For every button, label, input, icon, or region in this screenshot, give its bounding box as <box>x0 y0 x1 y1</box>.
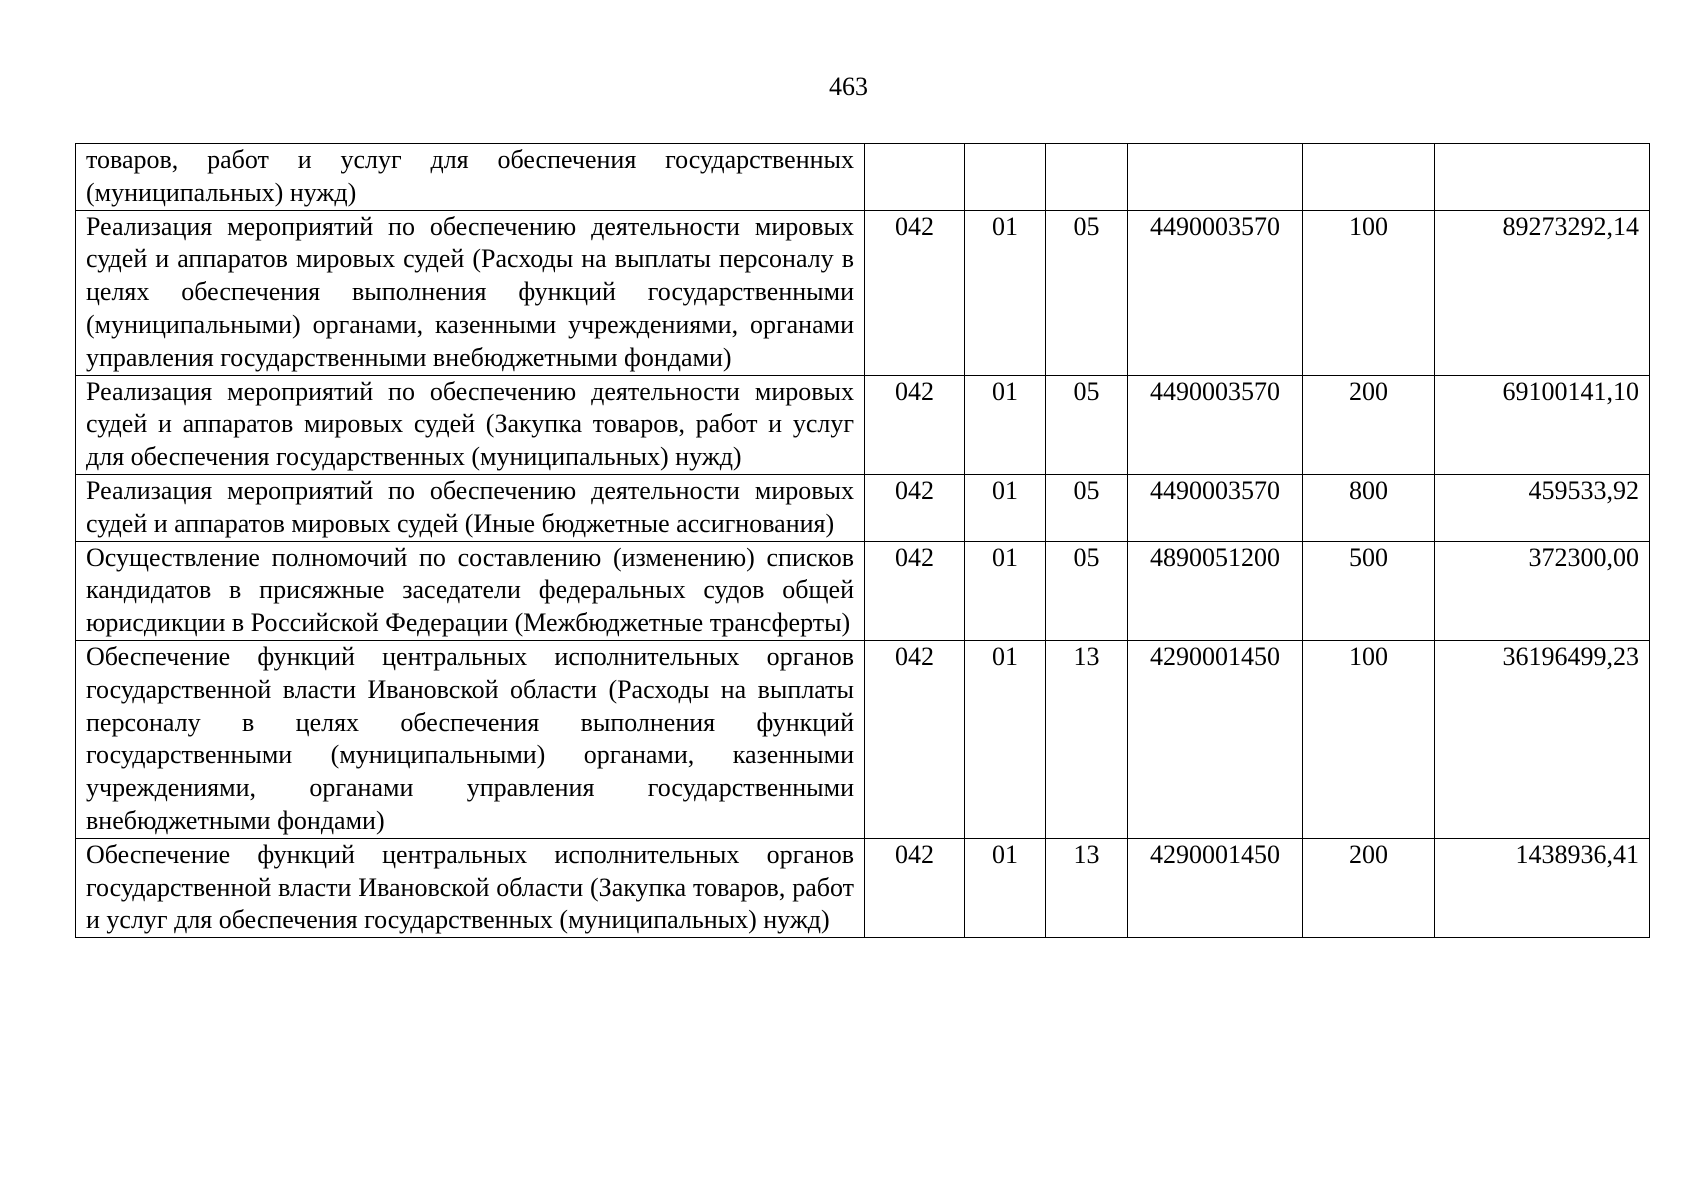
row-subsection-code: 05 <box>1046 375 1128 474</box>
row-description: товаров, работ и услуг для обеспечения государственных (муниципальных) нужд) <box>76 144 865 211</box>
row-amount: 372300,00 <box>1435 541 1650 640</box>
budget-table <box>75 143 1650 938</box>
row-target-code: 4290001450 <box>1128 640 1303 838</box>
table-row <box>76 838 1650 937</box>
table-row <box>76 541 1650 640</box>
row-expense-code: 200 <box>1303 838 1435 937</box>
row-description: Реализация мероприятий по обеспечению деятельности мировых судей и аппаратов мировых судей (Иные бюджетные ассигнования) <box>76 474 865 541</box>
row-section-code: 01 <box>965 375 1046 474</box>
table-row <box>76 640 1650 838</box>
row-amount: 69100141,10 <box>1435 375 1650 474</box>
row-description: Осуществление полномочий по составлению (изменению) списков кандидатов в присяжные заседатели федеральных судов общей юрисдикции в Российской Федерации (Межбюджетные трансферты) <box>76 541 865 640</box>
row-amount <box>1435 144 1650 211</box>
row-target-code <box>1128 144 1303 211</box>
row-admin-code: 042 <box>865 474 965 541</box>
row-section-code: 01 <box>965 210 1046 375</box>
row-admin-code: 042 <box>865 640 965 838</box>
row-section-code: 01 <box>965 640 1046 838</box>
row-subsection-code: 05 <box>1046 541 1128 640</box>
row-expense-code: 500 <box>1303 541 1435 640</box>
row-expense-code: 100 <box>1303 210 1435 375</box>
row-subsection-code: 13 <box>1046 838 1128 937</box>
row-target-code: 4890051200 <box>1128 541 1303 640</box>
row-admin-code: 042 <box>865 541 965 640</box>
table-row <box>76 375 1650 474</box>
row-subsection-code <box>1046 144 1128 211</box>
row-expense-code <box>1303 144 1435 211</box>
page-number: 463 <box>829 72 868 101</box>
row-amount: 89273292,14 <box>1435 210 1650 375</box>
row-description: Реализация мероприятий по обеспечению деятельности мировых судей и аппаратов мировых судей (Закупка товаров, работ и услуг для обеспечения государственных (муниципальных) нужд) <box>76 375 865 474</box>
row-section-code: 01 <box>965 474 1046 541</box>
row-expense-code: 200 <box>1303 375 1435 474</box>
row-target-code: 4290001450 <box>1128 838 1303 937</box>
row-target-code: 4490003570 <box>1128 375 1303 474</box>
row-subsection-code: 05 <box>1046 210 1128 375</box>
row-description: Обеспечение функций центральных исполнительных органов государственной власти Ивановской области (Закупка товаров, работ и услуг для обеспечения государственных (муниципальных) нужд) <box>76 838 865 937</box>
row-description: Реализация мероприятий по обеспечению деятельности мировых судей и аппаратов мировых судей (Расходы на выплаты персоналу в целях обеспечения выполнения функций государственными (муниципальными) органами, казенными учреждениями, органами управления государственными внебюджетными фондами) <box>76 210 865 375</box>
row-subsection-code: 05 <box>1046 474 1128 541</box>
row-admin-code: 042 <box>865 838 965 937</box>
row-expense-code: 100 <box>1303 640 1435 838</box>
row-admin-code <box>865 144 965 211</box>
row-description: Обеспечение функций центральных исполнительных органов государственной власти Ивановской области (Расходы на выплаты персоналу в целях обеспечения выполнения функций государственными (муниципальными) органами, казенными учреждениями, органами управления государственными внебюджетными фондами) <box>76 640 865 838</box>
row-amount: 1438936,41 <box>1435 838 1650 937</box>
row-section-code: 01 <box>965 541 1046 640</box>
row-section-code <box>965 144 1046 211</box>
row-expense-code: 800 <box>1303 474 1435 541</box>
row-amount: 459533,92 <box>1435 474 1650 541</box>
row-amount: 36196499,23 <box>1435 640 1650 838</box>
row-section-code: 01 <box>965 838 1046 937</box>
table-row <box>76 144 1650 211</box>
row-target-code: 4490003570 <box>1128 474 1303 541</box>
table-row <box>76 210 1650 375</box>
row-admin-code: 042 <box>865 210 965 375</box>
row-admin-code: 042 <box>865 375 965 474</box>
row-target-code: 4490003570 <box>1128 210 1303 375</box>
row-subsection-code: 13 <box>1046 640 1128 838</box>
table-row <box>76 474 1650 541</box>
